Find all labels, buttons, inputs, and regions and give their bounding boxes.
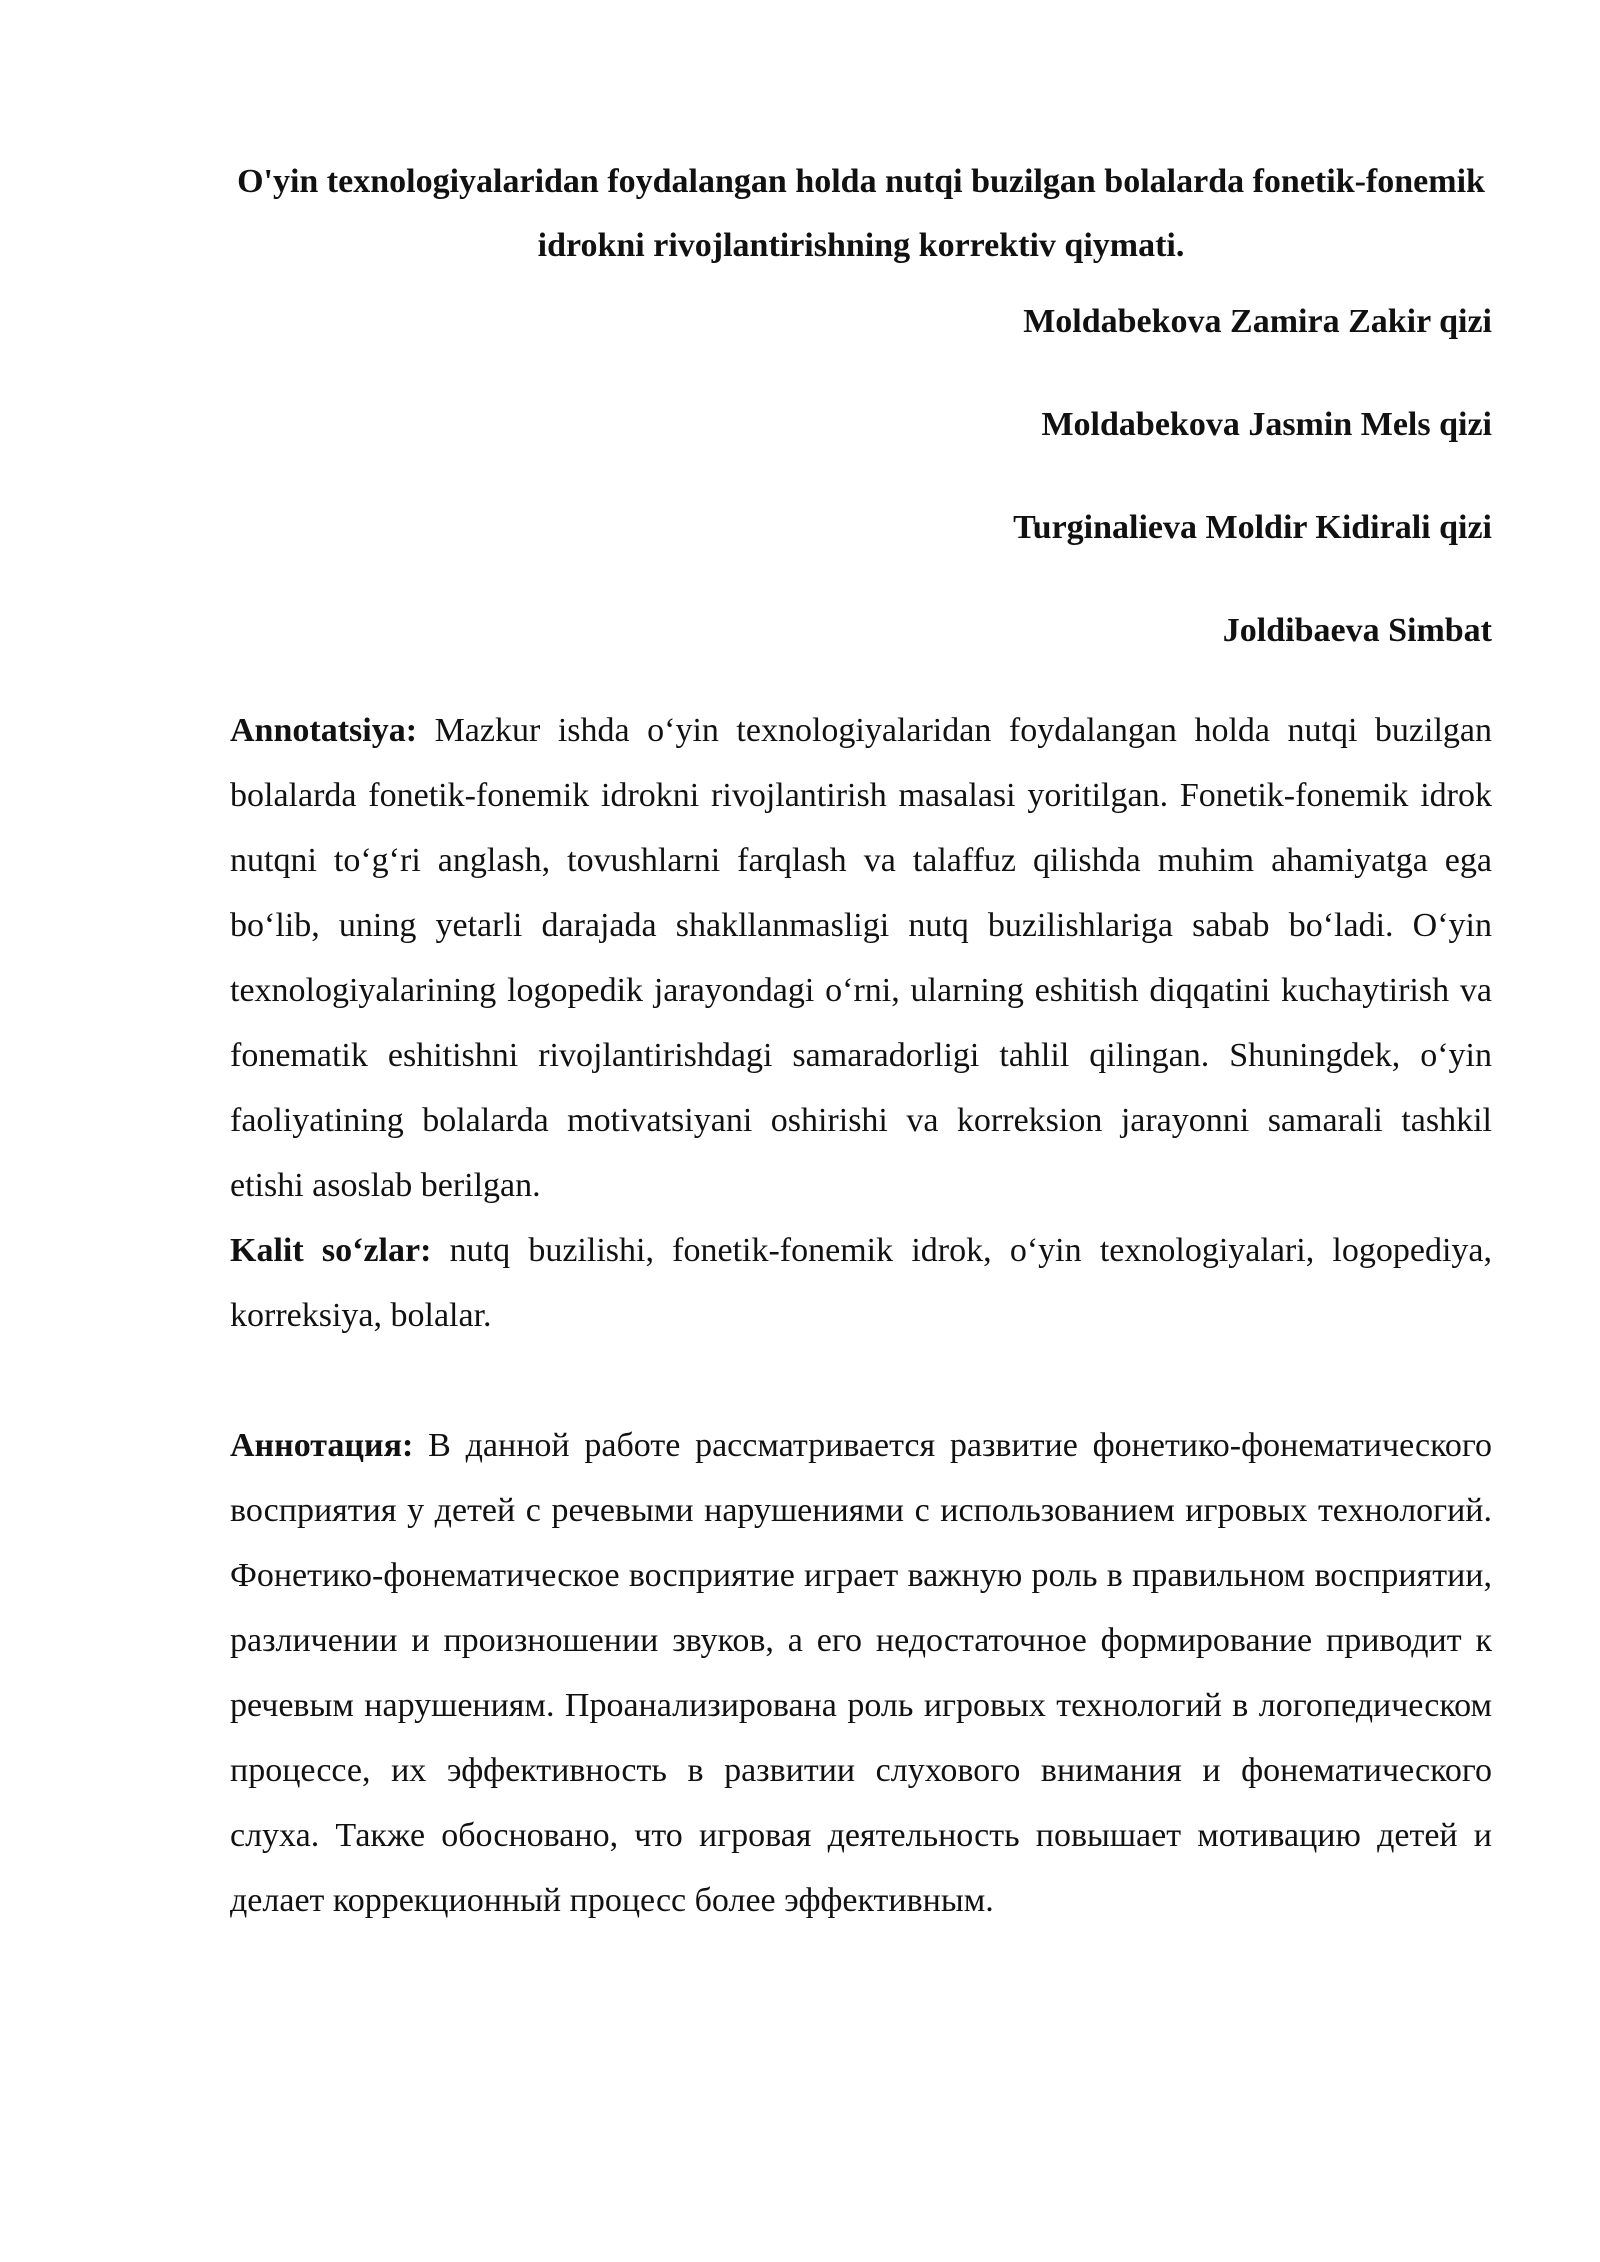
author-name: Moldabekova Zamira Zakir qizi xyxy=(1023,303,1492,340)
abstract-ru-section xyxy=(230,1413,1492,1933)
author-name: Moldabekova Jasmin Mels qizi xyxy=(1041,406,1492,443)
abstract-ru-label: Аннотация: xyxy=(230,1427,414,1464)
abstract-uz-paragraph xyxy=(230,698,1492,1218)
abstract-ru-text: В данной работе рассматривается развитие фонетико-фонематического восприятия у детей с речевыми нарушениями с использованием игровых технологий. Фонетико-фонематическое восприятие играет важную роль в правильном восприятии, различении и произношении звуков, а его недостаточное формирование приводит к речевым нарушениям. Проанализирована роль игровых технологий в логопедическом процессе, их эффективность в развитии слухового внимания и фонематического слуха. Также обосновано, что игровая деятельность повышает мотивацию детей и делает коррекционный процесс более эффективным. xyxy=(230,1427,1492,1919)
keywords-uz-paragraph xyxy=(230,1218,1492,1348)
paper-title: O'yin texnologiyalaridan foydalangan holda nutqi buzilgan bolalarda fonetik-fonemik idrokni rivojlantirishning korrektiv qiymati. xyxy=(237,163,1485,264)
abstract-ru-paragraph xyxy=(230,1413,1492,1933)
keywords-uz-text: nutq buzilishi, fonetik-fonemik idrok, o‘yin texnologiyalari, logopediya, korreksiya, bolalar. xyxy=(230,1232,1492,1334)
author-name: Joldibaeva Simbat xyxy=(1222,612,1492,649)
abstract-uz-section xyxy=(230,698,1492,1348)
author-name: Turginalieva Moldir Kidirali qizi xyxy=(1013,509,1492,546)
keywords-uz-label: Kalit so‘zlar: xyxy=(230,1232,432,1269)
author-list xyxy=(230,302,1492,651)
document-page xyxy=(230,150,1492,1933)
abstract-uz-text: Mazkur ishda o‘yin texnologiyalaridan foydalangan holda nutqi buzilgan bolalarda fonetik-fonemik idrokni rivojlantirish masalasi yoritilgan. Fonetik-fonemik idrok nutqni to‘g‘ri anglash, tovushlarni farqlash va talaffuz qilishda muhim ahamiyatga ega bo‘lib, uning yetarli darajada shakllanmasligi nutq buzilishlariga sabab bo‘ladi. O‘yin texnologiyalarining logopedik jarayondagi o‘rni, ularning eshitish diqqatini kuchaytirish va fonematik eshitishni rivojlantirishdagi samaradorligi tahlil qilingan. Shuningdek, o‘yin faoliyatining bolalarda motivatsiyani oshirishi va korreksion jarayonni samarali tashkil etishi asoslab berilgan. xyxy=(230,712,1493,1204)
abstract-uz-label: Annotatsiya: xyxy=(230,712,418,749)
